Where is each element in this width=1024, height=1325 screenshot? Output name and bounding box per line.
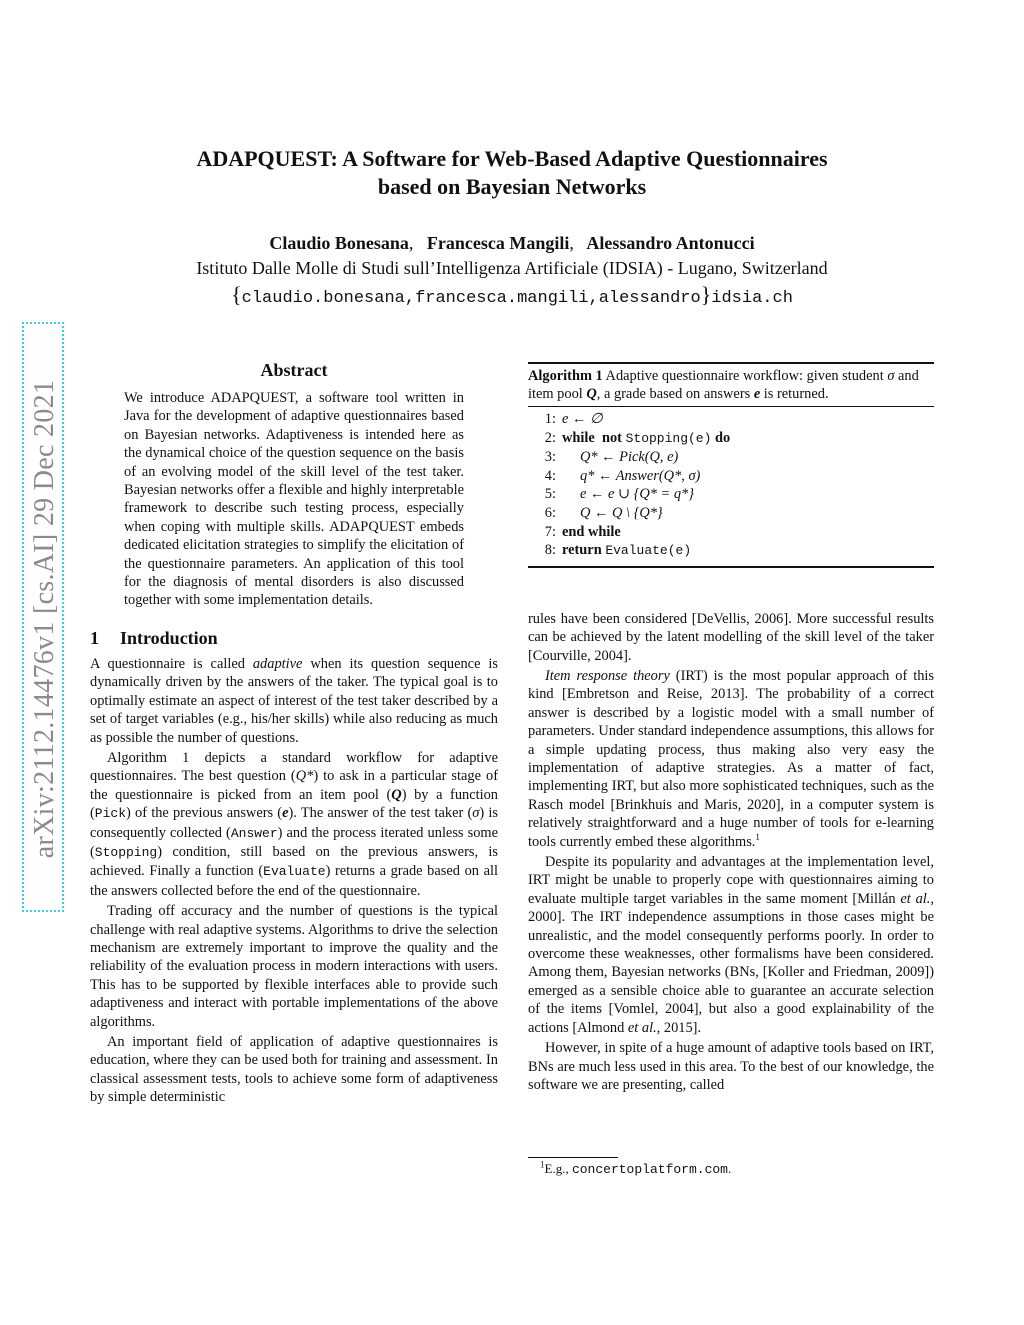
footnote-mark: 1 <box>540 1159 545 1170</box>
author-emails: {claudio.bonesana,francesca.mangili,alessandro}idsia.ch <box>231 282 793 308</box>
email-users: claudio.bonesana,francesca.mangili,alessandro <box>241 289 701 308</box>
left-column <box>90 360 498 1107</box>
title-line-1: ADAPQUEST: A Software for Web-Based Adaptive Questionnaires <box>196 146 828 171</box>
footnote: $^1$E.g., concertoplatform.com. <box>540 1159 732 1177</box>
right-paragraph-3: Despite its popularity and advantages at the implementation level, IRT might be unable to properly cope with questionnaires aiming to evaluate multiple target variables in the same moment [Millán et al., 2000]. The IRT independence assumptions in those cases might be unrealistic, and the model consequently performs poorly. In order to overcome these weaknesses, other formalisms have been considered. Among them, Bayesian networks (BNs, [Koller and Friedman, 2009]) emerged as a sensible choice able to guarantee an accurate selection of the items [Vomlel, 2004], but also a good explainability of the actions [Almond et al., 2015]. <box>528 854 934 1036</box>
algorithm-line: 1: e ← ∅ <box>544 411 603 427</box>
algorithm-line: 2: while not Stopping(e) do <box>544 429 731 446</box>
author-separator: , <box>408 233 414 253</box>
footnote-url[interactable]: concertoplatform.com <box>571 1162 728 1177</box>
right-column-text <box>528 610 934 1095</box>
author-list <box>120 232 904 254</box>
right-paragraph-2: Item response theory (IRT) is the most popular approach of this kind [Embretson and Reise, 2013]. The probability of a correct answer is described by a logistic model with a small number of parameters. Under standard independence assumptions, this allows for a simple updating process, thus making also very easy the implementation of adaptive strategies. As a matter of fact, implementing IRT, but also more sophisticated techniques, such as the Rasch model [Brinkhuis and Maris, 2020], in a computer system is relatively straightforward and a huge number of tools for e-learning tools currently embed these algorithms.$^1$ <box>528 667 934 850</box>
algorithm-line: 5: e ← e ∪ {Q* = q*} <box>544 486 695 503</box>
title-line-2: based on Bayesian Networks <box>377 174 647 199</box>
intro-paragraph-3: Trading off accuracy and the number of questions is the typical challenge with real adaptive systems. Algorithms to drive the selection mechanism are extremely important to improve the quality and the reliability of the evaluation process in modern interactions with users. This has to be supported by flexible interfaces able to provide such adaptiveness and interact with portable implementations of the above algorithms. <box>90 903 498 1030</box>
right-paragraph-1: rules have been considered [DeVellis, 2006]. More successful results can be achieved by the latent modelling of the skill level of the taker [Courville, 2004]. <box>528 610 934 664</box>
abstract-heading: Abstract <box>260 360 328 380</box>
email-domain: idsia.ch <box>711 289 793 308</box>
footnote-divider <box>528 1157 618 1158</box>
intro-paragraph-4: An important field of application of adaptive questionnaires is education, where they can be used both for training and assessment. In classical assessment tests, tools to achieve some form of adaptiveness by simple deterministic <box>90 1034 498 1106</box>
algorithm-line: 8: return Evaluate(e) <box>544 542 692 559</box>
affiliation: Istituto Dalle Molle di Studi sull’Intelligenza Artificiale (IDSIA) - Lugano, Switzerland <box>196 258 828 278</box>
section-number: 1 <box>90 627 99 648</box>
algorithm-line: 6: Q ← Q \ {Q*} <box>544 504 663 521</box>
right-paragraph-4: However, in spite of a huge amount of adaptive tools based on IRT, BNs are much less used in this area. To the best of our knowledge, the software we are presenting, called <box>528 1040 934 1093</box>
paper-title <box>120 145 904 201</box>
algorithm-caption: Algorithm 1 Adaptive questionnaire workflow: given student σ and item pool Q, a grade based on answers e is returned. <box>528 364 934 407</box>
intro-paragraph-1: A questionnaire is called adaptive when its question sequence is dynamically driven by the answers of the taker. The typical goal is to optimally estimate an aspect of interest of the test taker described by a set of target variables (e.g., his/her skills) while also reducing as much as possible the number of questions. <box>90 655 499 746</box>
algorithm-line: 4: q* ← Answer(Q*, σ) <box>544 467 701 484</box>
author-name: Claudio Bonesana <box>269 233 409 253</box>
abstract-text: We introduce ADAPQUEST, a software tool written in Java for the development of adaptive questionnaires based on Bayesian networks. Adaptiveness is intended here as the dynamical choice of the question sequence on the basis of an evolving model of the skill level of the test taker. Bayesian networks offer a flexible and highly interpretable framework to describe such testing process, especially when coping with multiple skills. ADAPQUEST embeds dedicated elicitation strategies to simplify the elicitation of the questionnaire parameters. An application of this tool for the diagnosis of mental disorders is also discussed together with some implementation details. <box>124 390 464 609</box>
algorithm-line: 3: Q* ← Pick(Q, e) <box>544 449 679 466</box>
section-heading-introduction <box>90 628 498 649</box>
intro-paragraph-2: Algorithm 1 depicts a standard workflow for adaptive questionnaires. The best question (Q*) to ask in a particular stage of the questionnaire is picked from an item pool (Q) by a function (Pick) of the previous answers (e). The answer of the test taker (σ) is consequently collected (Answer) and the process iterated unless some (Stopping) condition, still based on the previous answers, is achieved. Finally a function (Evaluate) returns a grade based on all the answers collected before the end of the questionnaire. <box>90 749 499 899</box>
arxiv-side-stamp <box>22 322 64 912</box>
author-separator: , <box>569 233 574 253</box>
author-name: Alessandro Antonucci <box>586 233 755 253</box>
algorithm-box <box>528 362 934 568</box>
author-name: Francesca Mangili <box>426 233 570 253</box>
algorithm-lines <box>528 407 934 566</box>
algorithm-line: 7: end while <box>544 523 621 540</box>
right-column <box>528 360 934 1094</box>
footnote-ref[interactable]: 1 <box>755 831 760 842</box>
section-title-text: Introduction <box>120 627 218 648</box>
arxiv-identifier[interactable]: arXiv:2112.14476v1 [cs.AI] 29 Dec 2021 <box>29 379 60 859</box>
